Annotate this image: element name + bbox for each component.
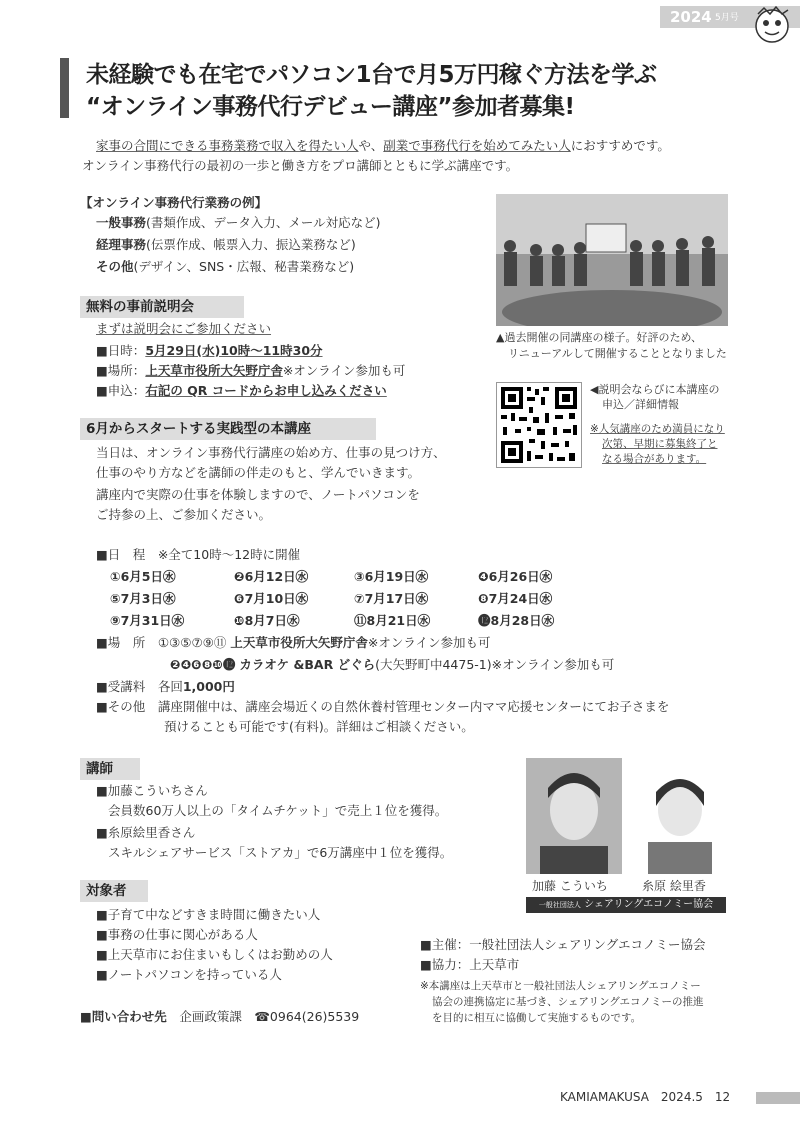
instructor-b-label: 糸原 絵里香 bbox=[642, 879, 706, 893]
target-heading: 対象者 bbox=[80, 880, 148, 902]
briefing-lead: まずは説明会にご参加ください bbox=[96, 321, 272, 336]
fee-line: ■受講料 各回1,000円 bbox=[96, 679, 235, 694]
schedule-date: ①6月5日㊌ bbox=[110, 569, 176, 584]
schedule-date: ❷6月12日㊌ bbox=[234, 569, 309, 584]
organizer-note-line1: ※本講座は上天草市と一般社団法人シェアリングエコノミー bbox=[420, 980, 701, 992]
other-line2: 預けることも可能です(有料)。詳細はご相談ください。 bbox=[164, 719, 474, 734]
main-desc-line1: 当日は、オンライン事務代行講座の始め方、仕事の見つけ方、 bbox=[96, 445, 446, 460]
instructors-heading: 講師 bbox=[80, 758, 140, 780]
instructor-b-name: ■糸原絵里香さん bbox=[96, 825, 196, 840]
title-accent-bar bbox=[60, 58, 69, 118]
page-footer: KAMIAMAKUSA 2024.5 12 bbox=[560, 1090, 731, 1104]
contact-line: ■問い合わせ先 企画政策課 ☎0964(26)5539 bbox=[80, 1009, 360, 1024]
qr-note-line2: 次第、早期に募集終了と bbox=[602, 438, 718, 450]
instructor-a-label: 加藤 こういち bbox=[532, 879, 608, 893]
qr-code-icon[interactable] bbox=[496, 382, 582, 468]
organizer-coop: ■協力：上天草市 bbox=[420, 957, 520, 972]
main-desc-line3: 講座内で実際の仕事を体験しますので、ノートパソコンを bbox=[96, 487, 420, 502]
briefing-date: ■日時：5月29日(水)10時〜11時30分 bbox=[96, 343, 323, 358]
schedule-date: ③6月19日㊌ bbox=[354, 569, 429, 584]
briefing-apply: ■申込：右記の QR コードからお申し込みください bbox=[96, 383, 387, 398]
target-item: ■子育て中などすきま時間に働きたい人 bbox=[96, 907, 321, 922]
schedule-date: ❽7月24日㊌ bbox=[478, 591, 553, 606]
main-desc-line2: 仕事のやり方などを講師の伴走のもと、学んでいきます。 bbox=[96, 465, 421, 480]
qr-side-line2: 申込／詳細情報 bbox=[602, 398, 679, 411]
page-title-line2: “オンライン事務代行デビュー講座”参加者募集! bbox=[86, 94, 575, 120]
qr-side-line1: ◀説明会ならびに本講座の bbox=[590, 383, 720, 396]
target-item: ■ノートパソコンを持っている人 bbox=[96, 967, 282, 982]
target-item: ■事務の仕事に関心がある人 bbox=[96, 927, 258, 942]
qr-note-line3: なる場合があります。 bbox=[602, 453, 707, 465]
instructor-a-name: ■加藤こういちさん bbox=[96, 783, 208, 798]
intro-line2: オンライン事務代行の最初の一歩と働き方をプロ講師とともに学ぶ講座です。 bbox=[82, 158, 519, 173]
schedule-date: ⑦7月17日㊌ bbox=[354, 591, 429, 606]
examples-heading: 【オンライン事務代行業務の例】 bbox=[80, 195, 268, 210]
organizer-note-line3: を目的に相互に協働して実施するものです。 bbox=[432, 1012, 642, 1024]
example-item: 経理事務(伝票作成、帳票入力、振込業務など) bbox=[96, 237, 356, 252]
example-item: 一般事務(書類作成、データ入力、メール対応など) bbox=[96, 215, 381, 230]
target-item: ■上天草市にお住まいもしくはお勤めの人 bbox=[96, 947, 333, 962]
photo-caption-line2: リニューアルして開催することとなりました bbox=[508, 347, 727, 360]
instructor-a-photo bbox=[526, 758, 622, 874]
main-desc-line4: ご持参の上、ご参加ください。 bbox=[96, 507, 272, 522]
other-line1: ■その他 講座開催中は、講座会場近くの自然休養村管理センター内ママ応援センターにてお子さまを bbox=[96, 699, 670, 714]
schedule-date: ❿8月7日㊌ bbox=[234, 613, 300, 628]
schedule-label: ■日 程 ※全て10時〜12時に開催 bbox=[96, 547, 301, 562]
photo-caption-line1: ▲過去開催の同講座の様子。好評のため、 bbox=[496, 331, 703, 344]
instructor-a-desc: 会員数60万人以上の「タイムチケット」で売上１位を獲得。 bbox=[108, 803, 448, 818]
instructor-b-desc: スキルシェアサービス「ストアカ」で6万講座中１位を獲得。 bbox=[108, 845, 453, 860]
instructor-b-photo bbox=[632, 758, 728, 874]
mascot-icon bbox=[748, 4, 796, 48]
example-item: その他(デザイン、SNS・広報、秘書業務など) bbox=[96, 259, 355, 274]
footer-bar bbox=[756, 1092, 800, 1104]
qr-note-line1: ※人気講座のため満員になり bbox=[590, 423, 725, 435]
intro-line1: 家事の合間にできる事務業務で収入を得たい人や、副業で事務代行を始めてみたい人におすすめです。 bbox=[96, 138, 670, 153]
venue-line2: ❷❹❻❽❿⓬ カラオケ &BAR どぐら(大矢野町中4475-1)※オンライン参加も可 bbox=[170, 657, 615, 672]
issue-year: 2024 bbox=[670, 8, 712, 26]
association-badge: 一般社団法人 シェアリングエコノミー協会 bbox=[526, 897, 726, 913]
schedule-date: ⑨7月31日㊌ bbox=[110, 613, 185, 628]
venue-line1: ■場 所 ①③⑤⑦⑨⑪ 上天草市役所大矢野庁舎※オンライン参加も可 bbox=[96, 635, 491, 650]
schedule-date: ⓬8月28日㊌ bbox=[478, 613, 555, 628]
schedule-date: ⑤7月3日㊌ bbox=[110, 591, 176, 606]
schedule-date: ❻7月10日㊌ bbox=[234, 591, 309, 606]
group-photo bbox=[496, 194, 728, 326]
organizer-host: ■主催：一般社団法人シェアリングエコノミー協会 bbox=[420, 937, 706, 952]
issue-month: 5月号 bbox=[715, 13, 739, 23]
briefing-heading: 無料の事前説明会 bbox=[80, 296, 244, 318]
main-course-heading: 6月からスタートする実践型の本講座 bbox=[80, 418, 376, 440]
page-title-line1: 未経験でも在宅でパソコン1台で月5万円稼ぐ方法を学ぶ bbox=[86, 62, 657, 88]
schedule-date: ❹6月26日㊌ bbox=[478, 569, 553, 584]
schedule-date: ⑪8月21日㊌ bbox=[354, 613, 431, 628]
organizer-note-line2: 協会の連携協定に基づき、シェアリングエコノミーの推進 bbox=[432, 996, 704, 1008]
briefing-place: ■場所：上天草市役所大矢野庁舎※オンライン参加も可 bbox=[96, 363, 406, 378]
